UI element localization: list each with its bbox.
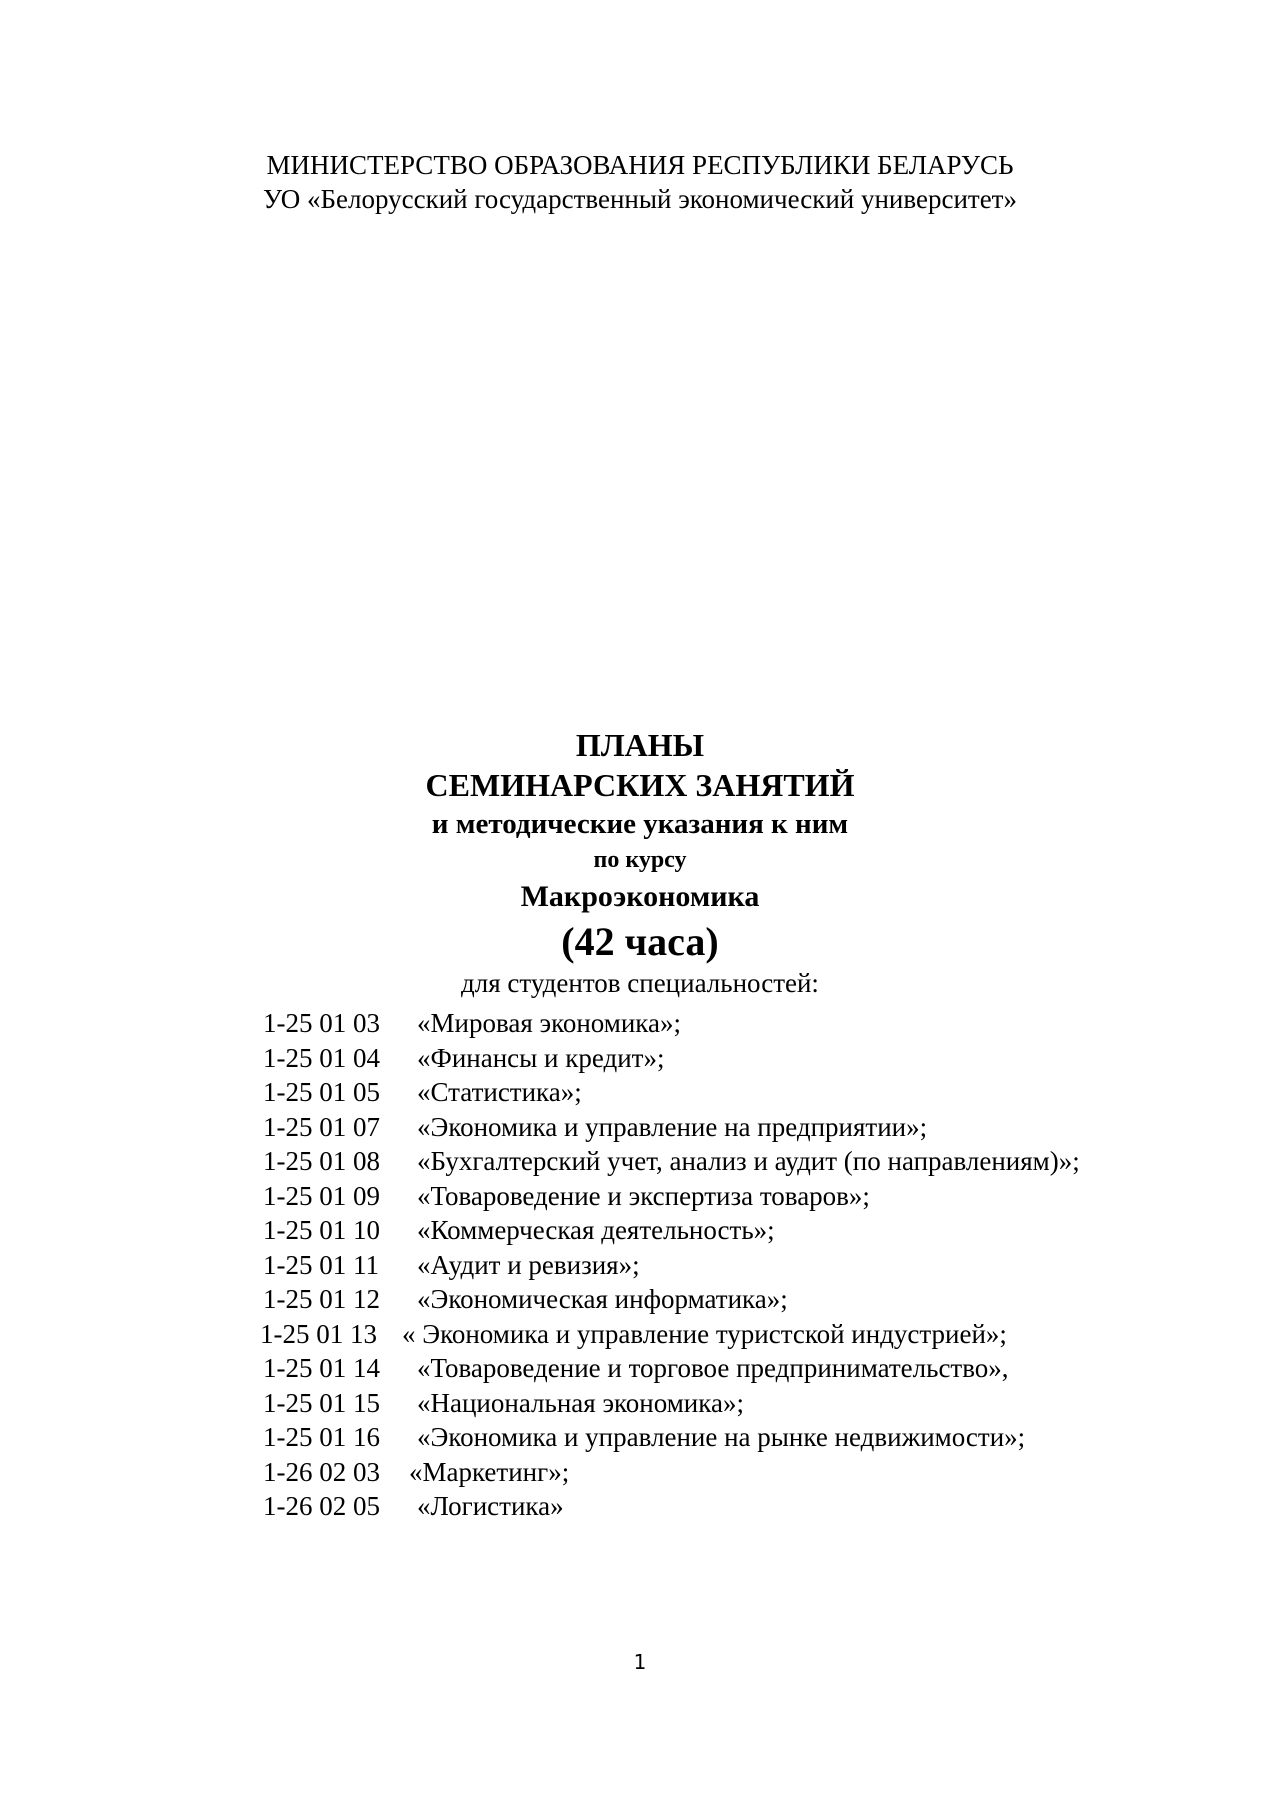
specialty-code: 1-25 01 05 (263, 1077, 380, 1107)
specialty-name: «Статистика»; (417, 1077, 582, 1107)
list-item (263, 1282, 1080, 1317)
specialty-code: 1-25 01 14 (263, 1353, 380, 1383)
ministry-header (0, 148, 1280, 216)
specialty-name: «Товароведение и торговое предпринимательство», (417, 1353, 1009, 1383)
ministry-name: МИНИСТЕРСТВО ОБРАЗОВАНИЯ РЕСПУБЛИКИ БЕЛАРУСЬ (266, 150, 1014, 180)
specialty-name: «Коммерческая деятельность»; (417, 1215, 775, 1245)
list-item (260, 1317, 1080, 1352)
specialty-name: «Логистика» (417, 1491, 564, 1521)
list-item (263, 1144, 1080, 1179)
document-subtitle-methodical: и методические указания к ним (431, 808, 849, 840)
specialty-name: «Мировая экономика»; (417, 1008, 682, 1038)
list-item (263, 1179, 1080, 1214)
list-item (263, 1420, 1080, 1455)
document-subtitle: СЕМИНАРСКИХ ЗАНЯТИЙ (425, 767, 855, 803)
specialty-code: 1-25 01 15 (263, 1387, 380, 1418)
course-prefix: по курсу (593, 847, 687, 873)
document-title: ПЛАНЫ (575, 727, 705, 763)
list-item (263, 1110, 1080, 1145)
specialty-name: «Экономика и управление на рынке недвижимости»; (417, 1422, 1026, 1452)
list-item (263, 1351, 1080, 1386)
specialty-code: 1-25 01 08 (263, 1146, 380, 1176)
page-number: 1 (633, 1650, 647, 1674)
specialty-code: 1-25 01 09 (263, 1180, 380, 1211)
list-item (263, 1213, 1080, 1248)
list-item (263, 1455, 1080, 1490)
list-item (263, 1386, 1080, 1421)
specialty-name: « Экономика и управление туристской индустрией»; (402, 1318, 1007, 1349)
specialty-name: «Национальная экономика»; (417, 1387, 744, 1418)
specialty-name: «Аудит и ревизия»; (417, 1249, 640, 1280)
specialty-name: «Экономическая информатика»; (417, 1284, 788, 1314)
specialty-code: 1-25 01 16 (263, 1422, 380, 1452)
title-block (0, 725, 1280, 999)
specialty-code: 1-25 01 13 (260, 1318, 377, 1349)
course-hours: (42 часа) (561, 919, 719, 964)
specialty-code: 1-26 02 05 (263, 1491, 380, 1521)
specialty-code: 1-26 02 03 (263, 1456, 380, 1487)
specialty-name: «Товароведение и экспертиза товаров»; (417, 1180, 870, 1211)
specialty-code: 1-25 01 11 (263, 1249, 379, 1280)
list-item (263, 1489, 1080, 1524)
list-item (263, 1075, 1080, 1110)
list-item (263, 1041, 1080, 1076)
specialty-code: 1-25 01 04 (263, 1042, 380, 1073)
specialty-code: 1-25 01 07 (263, 1111, 380, 1142)
specialty-name: «Финансы и кредит»; (417, 1042, 665, 1073)
specialty-code: 1-25 01 12 (263, 1284, 380, 1314)
university-name: УО «Белорусский государственный экономический университет» (263, 184, 1017, 214)
specialties-list (260, 1006, 1080, 1524)
specialty-name: «Бухгалтерский учет, анализ и аудит (по направлениям)»; (417, 1146, 1080, 1176)
specialty-code: 1-25 01 03 (263, 1008, 380, 1038)
course-name: Макроэкономика (520, 880, 760, 913)
specialty-code: 1-25 01 10 (263, 1215, 380, 1245)
specialties-heading: для студентов специальностей: (461, 968, 819, 998)
specialty-name: «Маркетинг»; (409, 1456, 570, 1487)
specialty-name: «Экономика и управление на предприятии»; (417, 1111, 928, 1142)
list-item (263, 1248, 1080, 1283)
list-item (263, 1006, 1080, 1041)
